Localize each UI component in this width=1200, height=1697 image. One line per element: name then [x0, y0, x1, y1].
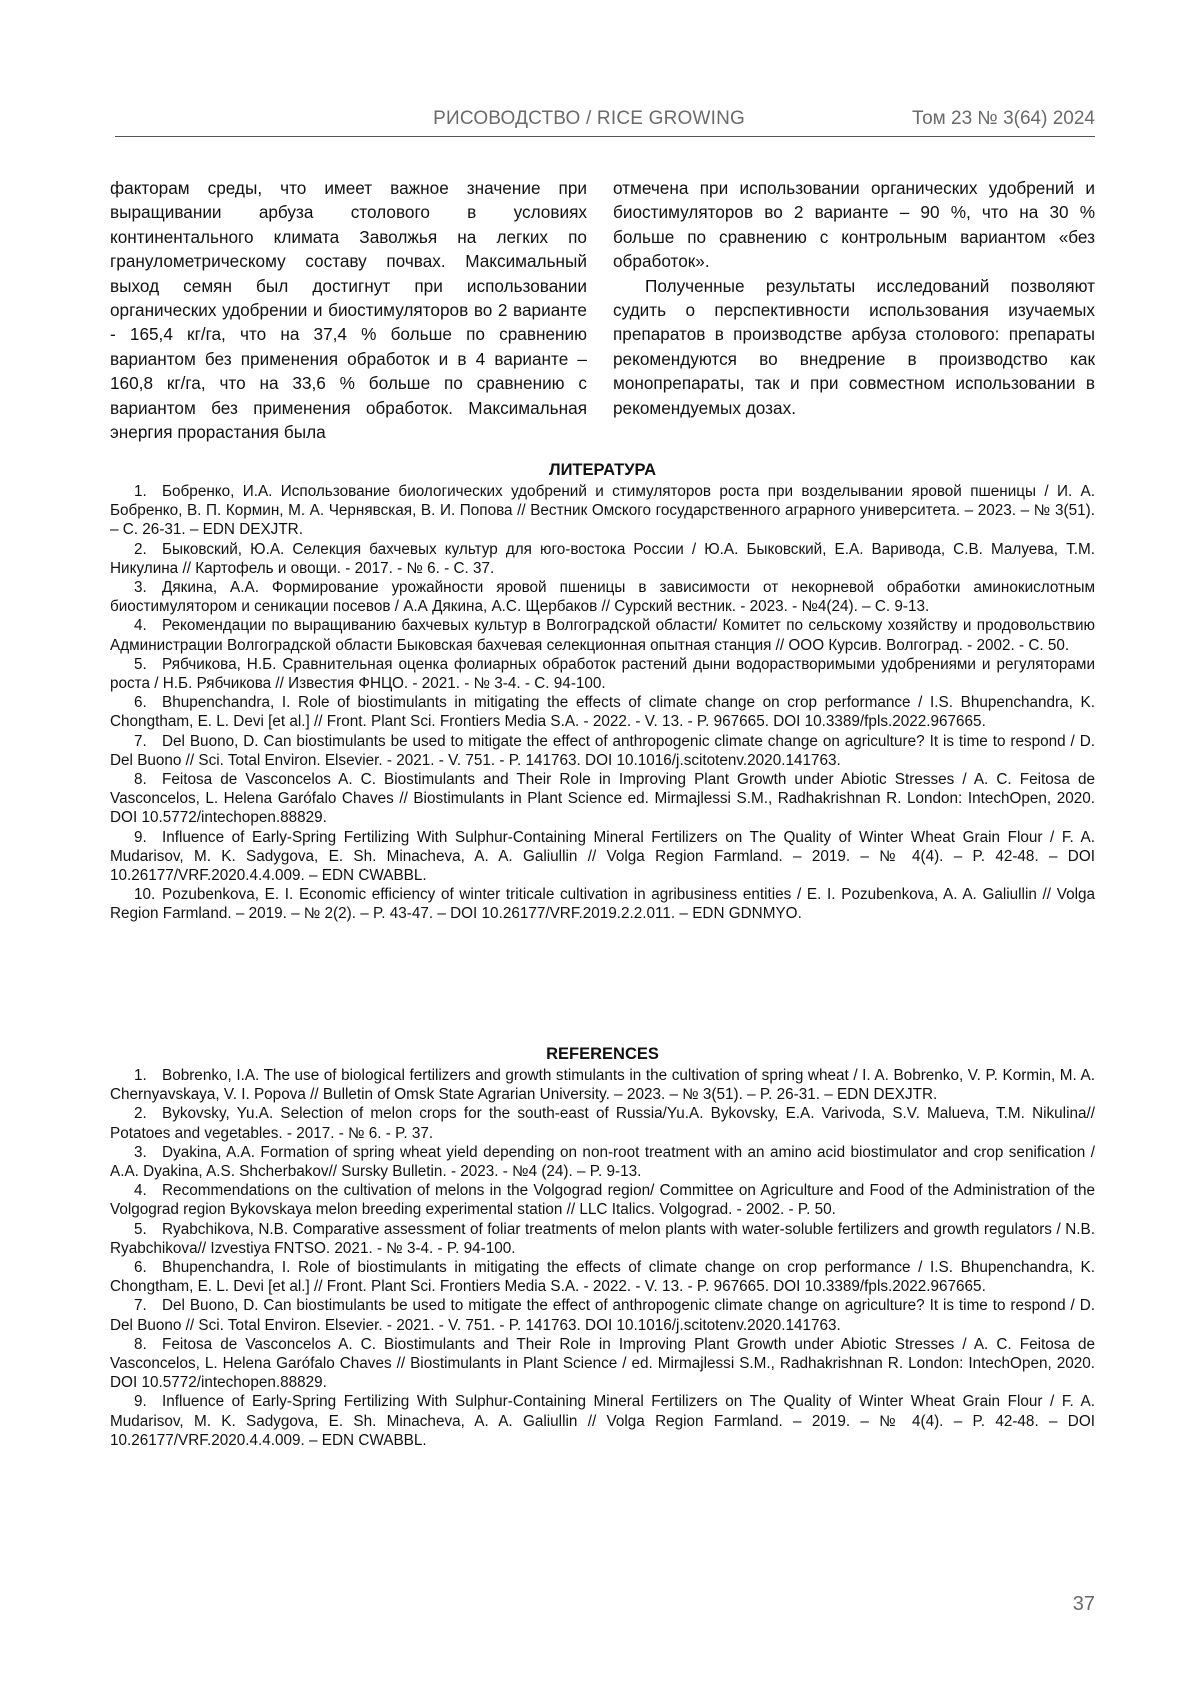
reference-item — [110, 1220, 1095, 1258]
reference-number: 8. — [134, 1335, 147, 1353]
reference-number: 3. — [134, 1143, 147, 1161]
page-number: 37 — [1072, 1593, 1095, 1615]
reference-text: Dyakina, A.A. Formation of spring wheat yield depending on non-root treatment with an amino acid biostimulator and crop senification / A.A. Dyakina, A.S. Shcherbakov// Sursky Bulletin. - 2023. - №4 (24). – P. 9-13. — [110, 1143, 1095, 1181]
reference-text: Pozubenkova, E. I. Economic efficiency of winter triticale cultivation in agribusiness entities / E. I. Pozubenkova, A. A. Galiullin // Volga Region Farmland. – 2019. – № 2(2). – P. 43-47. – DOI 10.26177/VRF.2019.2.2.011. – EDN GDNMYO. — [110, 886, 1095, 923]
reference-item — [110, 693, 1095, 731]
reference-number: 2. — [134, 1105, 147, 1123]
reference-text: Бобренко, И.А. Использование биологических удобрений и стимуляторов роста при возделывании яровой пшеницы / И. А. Бобренко, В. П. Кормин, М. А. Чернявская, В. И. Попова // Вестник Омского государственного аграрного университета. – 2023. – № 3(51). – С. 26-31. – EDN DEXJTR. — [110, 483, 1095, 539]
reference-text: Feitosa de Vasconcelos A. C. Biostimulants and Their Role in Improving Plant Growth under Abiotic Stresses / A. C. Feitosa de Vasconcelos, L. Helena Garófalo Chaves // Biostimulants in Plant Science ed. Mirmajlessi S.M., Radhakrishnan R. London: IntechOpen, 2020. DOI 10.5772/intechopen.88829. — [110, 771, 1095, 827]
reference-number: 5. — [134, 655, 147, 673]
references-list — [110, 1066, 1095, 1450]
reference-text: Рябчикова, Н.Б. Сравнительная оценка фолиарных обработок растений дыни водорастворимыми удобрениями и регуляторами роста / Н.Б. Рябчикова // Известия ФНЦО. - 2021. - № 3-4. - С. 94-100. — [110, 655, 1095, 693]
reference-item — [110, 1143, 1095, 1181]
reference-number: 6. — [134, 1259, 147, 1277]
reference-number: 10. — [134, 886, 156, 904]
reference-number: 6. — [134, 694, 147, 712]
reference-text: Bhupenchandra, I. Role of biostimulants in mitigating the effects of climate change on crop performance / I.S. Bhupenchandra, K. Chongtham, E. L. Devi [et al.] // Front. Plant Sci. Frontiers Media S.A. - 2022. - V. 13. - P. 967665. DOI 10.3389/fpls.2022.967665. — [110, 1259, 1095, 1296]
reference-item — [110, 482, 1095, 540]
reference-item — [110, 1104, 1095, 1142]
running-header — [115, 108, 1095, 132]
reference-item — [110, 732, 1095, 770]
reference-text: Bhupenchandra, I. Role of biostimulants in mitigating the effects of climate change on crop performance / I.S. Bhupenchandra, K. Chongtham, E. L. Devi [et al.] // Front. Plant Sci. Frontiers Media S.A. - 2022. - V. 13. - P. 967665. DOI 10.3389/fpls.2022.967665. — [110, 694, 1095, 731]
reference-number: 4. — [134, 1182, 147, 1200]
reference-item — [110, 1335, 1095, 1393]
issue-info: Том 23 № 3(64) 2024 — [911, 108, 1095, 129]
reference-item — [110, 828, 1095, 886]
reference-item — [110, 1181, 1095, 1219]
body-column-right — [613, 176, 1095, 420]
reference-item — [110, 770, 1095, 828]
reference-text: Feitosa de Vasconcelos A. C. Biostimulants and Their Role in Improving Plant Growth under Abiotic Stresses / A. C. Feitosa de Vasconcelos, L. Helena Garófalo Chaves // Biostimulants in Plant Science / ed. Mirmajlessi S.M., Radhakrishnan R. London: IntechOpen, 2020. DOI 10.5772/intechopen.88829. — [110, 1335, 1095, 1392]
reference-item — [110, 1066, 1095, 1104]
references-heading: REFERENCES — [546, 1045, 659, 1063]
body-paragraph: Полученные результаты исследований позволяют судить о перспективности использования изучаемых препаратов в производстве арбуза столового: препараты рекомендуются во внедрение в производство как монопрепараты, так и при совместном использовании в рекомендуемых дозах. — [613, 275, 1095, 418]
reference-number: 1. — [134, 1067, 147, 1084]
reference-number: 3. — [134, 579, 147, 597]
body-column-left — [110, 176, 587, 444]
reference-number: 5. — [134, 1220, 147, 1238]
reference-item — [110, 540, 1095, 578]
reference-text: Del Buono, D. Can biostimulants be used to mitigate the effect of anthropogenic climate change on agriculture? It is time to respond / D. Del Buono // Sci. Total Environ. Elsevier. - 2021. - V. 751. - P. 141763. DOI 10.1016/j.scitotenv.2020.141763. — [110, 732, 1095, 769]
reference-number: 8. — [134, 771, 147, 789]
body-paragraph: факторам среды, что имеет важное значение при выращивании арбуза столового в условиях континентального климата Заволжья на легких по гранулометрическому составу почвах. Максимальный выход семян был достигнут при использовании органических удобрении и биостимуляторов во 2 варианте - 165,4 кг/га, что на 37,4 % больше по сравнению вариантом без применения обработок и в 4 варианте – 160,8 кг/га, что на 33,6 % больше по сравнению с вариантом без применения обработок. Максимальная энергия прорастания была — [110, 178, 587, 443]
reference-number: 7. — [134, 732, 147, 750]
references-section — [110, 1044, 1095, 1450]
reference-number: 1. — [134, 483, 147, 500]
reference-number: 2. — [134, 540, 147, 558]
header-divider — [115, 136, 1095, 137]
reference-item — [110, 885, 1095, 923]
reference-text: Дякина, А.А. Формирование урожайности яровой пшеницы в зависимости от некорневой обработки аминокислотным биостимулятором и сеникации посевов / А.А Дякина, А.С. Щербаков // Сурский вестник. - 2023. - №4(24). – С. 9-13. — [110, 579, 1095, 616]
reference-text: Рекомендации по выращиванию бахчевых культур в Волгоградской области/ Комитет по сельскому хозяйству и продовольствию Администрации Волгоградской области Быковская бахчевая селекционная опытная станция // ООО Курсив. Волгоград. - 2002. - С. 50. — [110, 617, 1095, 654]
reference-item — [110, 1258, 1095, 1296]
reference-item — [110, 616, 1095, 654]
literature-heading: ЛИТЕРАТУРА — [549, 461, 656, 479]
literature-list — [110, 482, 1095, 924]
reference-number: 9. — [134, 828, 147, 846]
reference-text: Быковский, Ю.А. Селекция бахчевых культур для юго-востока России / Ю.А. Быковский, Е.А. Варивода, С.В. Малуева, Т.М. Никулина // Картофель и овощи. - 2017. - № 6. - С. 37. — [110, 540, 1095, 577]
reference-text: Del Buono, D. Can biostimulants be used to mitigate the effect of anthropogenic climate change on agriculture? It is time to respond / D. Del Buono // Sci. Total Environ. Elsevier. - 2021. - V. 751. - P. 141763. DOI 10.1016/j.scitotenv.2020.141763. — [110, 1297, 1095, 1334]
reference-item — [110, 1392, 1095, 1450]
reference-text: Bobrenko, I.A. The use of biological fertilizers and growth stimulants in the cultivation of spring wheat / I. A. Bobrenko, V. P. Kormin, M. A. Chernyavskaya, V. I. Popova // Bulletin of Omsk State Agrarian University. – 2023. – № 3(51). – P. 26-31. – EDN DEXJTR. — [110, 1067, 1095, 1104]
reference-text: Influence of Early-Spring Fertilizing With Sulphur-Containing Mineral Fertilizers on The Quality of Winter Wheat Grain Flour / F. A. Mudarisov, M. K. Sadygova, E. Sh. Minacheva, A. A. Galiullin // Volga Region Farmland. – 2019. – № 4(4). – P. 42-48. – DOI 10.26177/VRF.2020.4.4.009. – EDN CWABBL. — [110, 828, 1095, 885]
literature-section — [110, 460, 1095, 924]
reference-item — [110, 1296, 1095, 1334]
reference-text: Ryabchikova, N.B. Comparative assessment of foliar treatments of melon plants with water-soluble fertilizers and growth regulators / N.B. Ryabchikova// Izvestiya FNTSO. 2021. - № 3-4. - P. 94-100. — [110, 1220, 1095, 1257]
body-paragraph: отмечена при использовании органических удобрений и биостимуляторов во 2 варианте – 90 %, что на 30 % больше по сравнению с контрольным вариантом «без обработок». — [613, 178, 1095, 272]
reference-text: Influence of Early-Spring Fertilizing With Sulphur-Containing Mineral Fertilizers on The Quality of Winter Wheat Grain Flour / F. A. Mudarisov, M. K. Sadygova, E. Sh. Minacheva, A. A. Galiullin // Volga Region Farmland. – 2019. – № 4(4). – P. 42-48. – DOI 10.26177/VRF.2020.4.4.009. – EDN CWABBL. — [110, 1393, 1095, 1449]
reference-number: 9. — [134, 1393, 147, 1411]
reference-text: Bykovsky, Yu.A. Selection of melon crops for the south-east of Russia/Yu.A. Bykovsky, E.A. Varivoda, S.V. Malueva, T.M. Nikulina// Potatoes and vegetables. - 2017. - № 6. - P. 37. — [110, 1105, 1095, 1142]
reference-item — [110, 655, 1095, 693]
reference-number: 7. — [134, 1297, 147, 1315]
reference-number: 4. — [134, 617, 147, 635]
reference-item — [110, 578, 1095, 616]
journal-title: РИСОВОДСТВО / RICE GROWING — [433, 108, 745, 129]
reference-text: Recommendations on the cultivation of melons in the Volgograd region/ Committee on Agriculture and Food of the Administration of the Volgograd region Bykovskaya melon breeding experimental station // LLC Italics. Volgograd. - 2002. - P. 50. — [110, 1182, 1095, 1219]
